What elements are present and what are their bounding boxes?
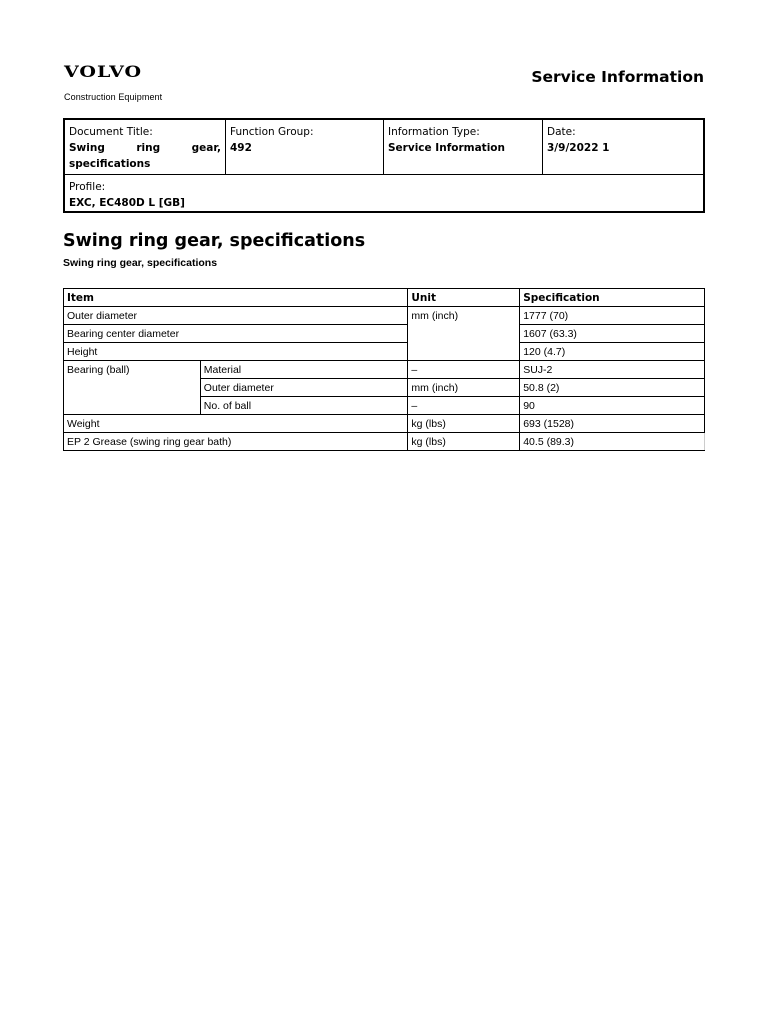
table-row bbox=[64, 307, 705, 325]
cell-item: Bearing center diameter bbox=[64, 325, 408, 343]
cell-subitem: Material bbox=[200, 361, 408, 379]
cell-subitem: Outer diameter bbox=[200, 379, 408, 397]
cell-unit: mm (inch) bbox=[408, 379, 520, 397]
page-header-title: Service Information bbox=[531, 68, 704, 86]
doc-title-cell bbox=[65, 120, 225, 174]
cell-unit: – bbox=[408, 361, 520, 379]
table-header-row bbox=[64, 289, 705, 307]
cell-item: EP 2 Grease (swing ring gear bath) bbox=[64, 433, 408, 451]
cell-spec: 90 bbox=[520, 397, 705, 415]
cell-spec: 50.8 (2) bbox=[520, 379, 705, 397]
cell-item: Weight bbox=[64, 415, 408, 433]
cell-spec: 1607 (63.3) bbox=[520, 325, 705, 343]
doc-title-word: Swing bbox=[69, 142, 105, 154]
cell-unit: kg (lbs) bbox=[408, 415, 520, 433]
function-group-cell bbox=[225, 120, 383, 174]
cell-subitem: No. of ball bbox=[200, 397, 408, 415]
date-cell bbox=[542, 120, 703, 174]
doc-title-value-line2: specifications bbox=[69, 158, 151, 170]
cell-unit: kg (lbs) bbox=[408, 433, 520, 451]
document-subheading: Swing ring gear, specifications bbox=[63, 257, 218, 269]
function-group-label: Function Group: bbox=[230, 126, 314, 138]
profile-row bbox=[65, 175, 703, 211]
doc-title-word: ring bbox=[136, 142, 161, 154]
cell-spec: 120 (4.7) bbox=[520, 343, 705, 361]
cell-item-group: Bearing (ball) bbox=[64, 361, 201, 415]
specification-table bbox=[63, 288, 705, 451]
info-type-cell bbox=[383, 120, 542, 174]
table-row bbox=[64, 433, 705, 451]
table-row bbox=[64, 325, 705, 343]
info-type-value: Service Information bbox=[388, 142, 505, 154]
column-header-item: Item bbox=[64, 289, 408, 307]
info-type-label: Information Type: bbox=[388, 126, 480, 138]
date-value: 3/9/2022 1 bbox=[547, 142, 610, 154]
function-group-value: 492 bbox=[230, 142, 252, 154]
volvo-logo bbox=[64, 64, 162, 102]
doc-title-word: gear, bbox=[191, 142, 221, 154]
cell-spec: 693 (1528) bbox=[520, 415, 705, 433]
profile-label: Profile: bbox=[69, 181, 106, 193]
column-header-unit: Unit bbox=[408, 289, 520, 307]
document-info-box bbox=[63, 118, 705, 213]
logo-subtitle: Construction Equipment bbox=[64, 92, 163, 102]
doc-title-value-line1 bbox=[69, 140, 221, 156]
column-header-spec: Specification bbox=[520, 289, 705, 307]
cell-item: Outer diameter bbox=[64, 307, 408, 325]
cell-spec: 40.5 (89.3) bbox=[520, 433, 705, 451]
table-row bbox=[64, 343, 705, 361]
logo-wordmark: VOLVO bbox=[64, 62, 143, 81]
table-row bbox=[64, 361, 705, 379]
doc-title-label: Document Title: bbox=[69, 126, 153, 138]
cell-spec: 1777 (70) bbox=[520, 307, 705, 325]
cell-item: Height bbox=[64, 343, 408, 361]
info-row bbox=[65, 120, 703, 175]
cell-unit: – bbox=[408, 397, 520, 415]
table-row bbox=[64, 415, 705, 433]
cell-unit: mm (inch) bbox=[408, 307, 520, 361]
date-label: Date: bbox=[547, 126, 576, 138]
cell-spec: SUJ-2 bbox=[520, 361, 705, 379]
document-heading: Swing ring gear, specifications bbox=[63, 231, 366, 251]
profile-value: EXC, EC480D L [GB] bbox=[69, 197, 185, 209]
